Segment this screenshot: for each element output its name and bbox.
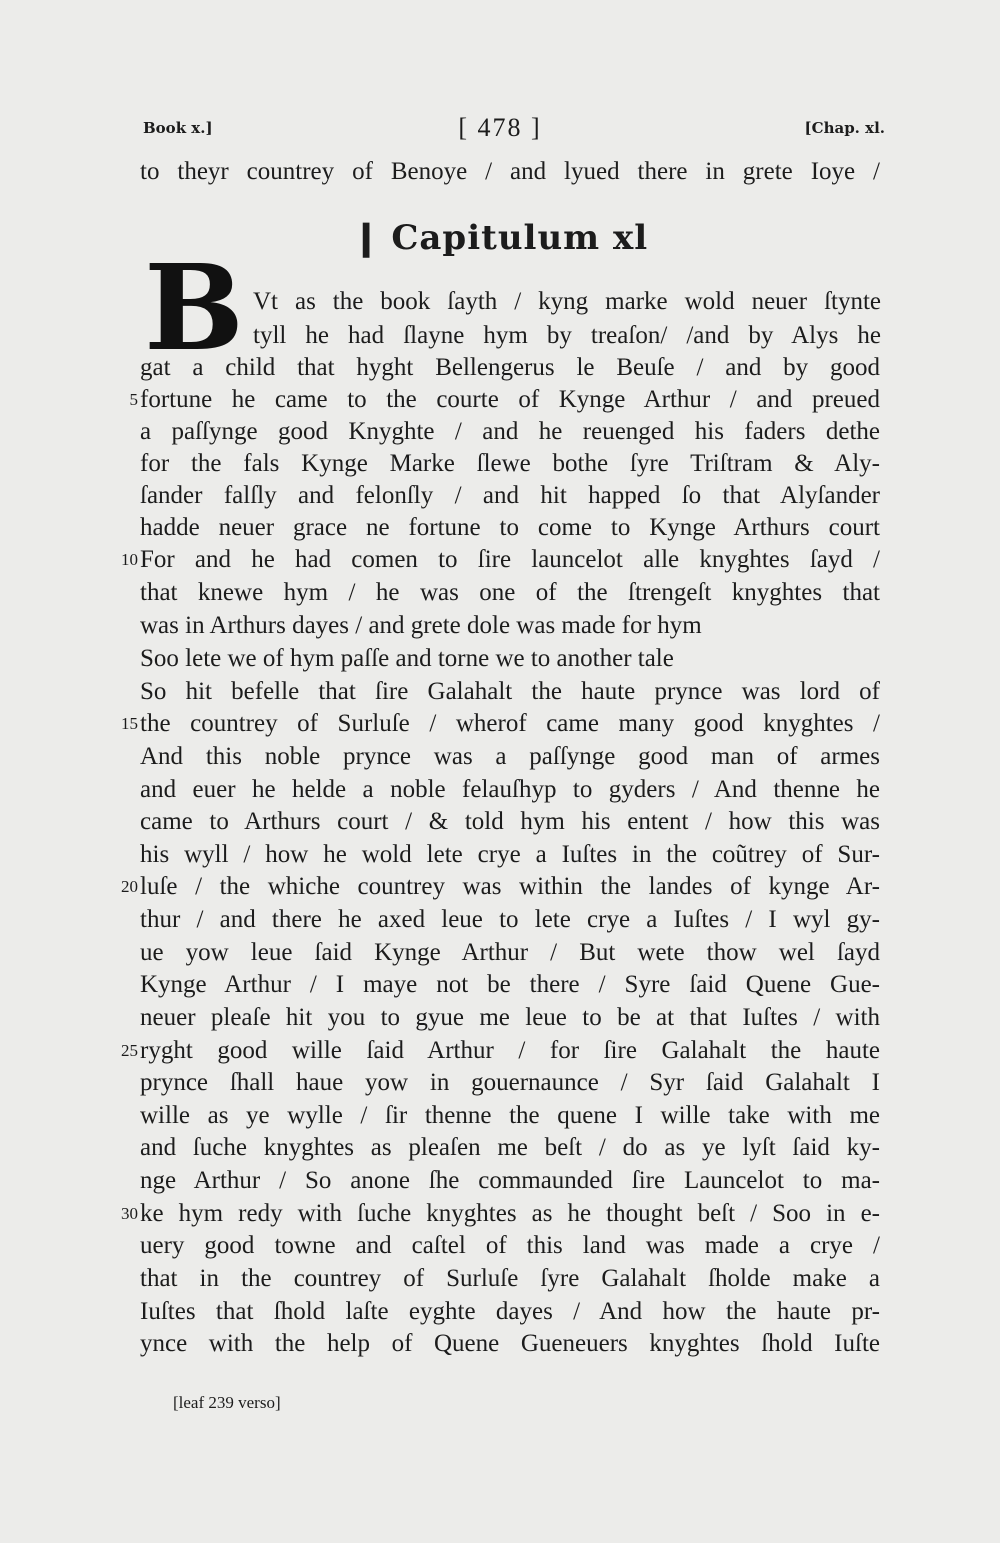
- text-line: hadde neuer grace ne fortune to come to Kynge Arthurs court: [140, 514, 880, 541]
- running-header-book: Book x.]: [143, 119, 213, 137]
- text-line: his wyll / how he wold lete crye a Iuſtes in the coũtrey of Sur-: [140, 841, 880, 868]
- text-line: for the fals Kynge Marke ſlewe bothe ſyre Triſtram & Aly-: [140, 450, 880, 477]
- leaf-reference: [leaf 239 verso]: [173, 1393, 281, 1412]
- text-line: that knewe hym / he was one of the ſtrengeſt knyghtes that: [140, 579, 880, 606]
- text-line: Iuſtes that ſhold laſte eyghte dayes / And how the haute pr-: [140, 1298, 880, 1325]
- text-line: Vt as the book ſayth / kyng marke wold neuer ſtynte: [253, 288, 881, 315]
- text-line: Kynge Arthur / I maye not be there / Syre ſaid Quene Gue-: [140, 971, 880, 998]
- text-line: prynce ſhall haue yow in gouernaunce / Syr ſaid Galahalt I: [140, 1069, 880, 1096]
- text-line: ynce with the help of Quene Gueneuers knyghtes ſhold Iuſte: [140, 1330, 880, 1357]
- text-line: uery good towne and caſtel of this land was made a crye /: [140, 1232, 880, 1259]
- chapter-title: Capitulum xl: [391, 218, 649, 258]
- page-number: [ 478 ]: [458, 113, 542, 142]
- text-line: fortune he came to the courte of Kynge Arthur / and preued: [140, 386, 880, 413]
- text-line: was in Arthurs dayes / and grete dole was made for hym: [140, 612, 702, 639]
- drop-cap: B: [144, 238, 244, 377]
- text-line: thur / and there he axed leue to lete crye a Iuſtes / I wyl gy-: [140, 906, 880, 933]
- text-line: a paſſynge good Knyghte / and he reuenged his faders dethe: [140, 418, 880, 445]
- text-line: ke hym redy with ſuche knyghtes as he thought beſt / Soo in e-: [140, 1200, 880, 1227]
- text-line: ſander falſly and felonſly / and hit happed ſo that Alyſander: [140, 482, 880, 509]
- text-line: So hit befelle that ſire Galahalt the haute prynce was lord of: [140, 678, 880, 705]
- pilcrow-icon: ❙: [351, 218, 382, 258]
- text-line: Soo lete we of hym paſſe and torne we to another tale: [140, 645, 674, 672]
- text-line: that in the countrey of Surluſe ſyre Galahalt ſholde make a: [140, 1265, 880, 1292]
- text-line-top: to theyr countrey of Benoye / and lyued there in grete Ioye /: [140, 158, 880, 185]
- text-line: came to Arthurs court / & told hym his entent / how this was: [140, 808, 880, 835]
- line-number: 15: [121, 714, 138, 733]
- line-number: 30: [121, 1204, 138, 1223]
- text-line: And this noble prynce was a paſſynge good man of armes: [140, 743, 880, 770]
- text-line: and euer he helde a noble felauſhyp to gyders / And thenne he: [140, 776, 880, 803]
- text-line: ue yow leue ſaid Kynge Arthur / But wete thow wel ſayd: [140, 939, 880, 966]
- text-line: and ſuche knyghtes as pleaſen me beſt / do as ye lyſt ſaid ky-: [140, 1134, 880, 1161]
- running-header-chapter: [Chap. xl.: [804, 119, 885, 137]
- text-line: ryght good wille ſaid Arthur / for ſire Galahalt the haute: [140, 1037, 880, 1064]
- line-number: 10: [121, 550, 138, 569]
- text-line: gat a child that hyght Bellengerus le Beuſe / and by good: [140, 354, 880, 381]
- line-number: 25: [121, 1041, 138, 1060]
- text-line: luſe / the whiche countrey was within the landes of kynge Ar-: [140, 873, 880, 900]
- line-number: 5: [129, 390, 138, 409]
- line-number: 20: [121, 877, 138, 896]
- text-line: tyll he had ſlayne hym by treaſon/ /and by Alys he: [253, 322, 881, 349]
- text-line: wille as ye wylle / ſir thenne the quene I wille take with me: [140, 1102, 880, 1129]
- text-line: the countrey of Surluſe / wherof came many good knyghtes /: [140, 710, 880, 737]
- text-line: neuer pleaſe hit you to gyue me leue to be at that Iuſtes / with: [140, 1004, 880, 1031]
- text-line: nge Arthur / So anone ſhe commaunded ſire Launcelot to ma-: [140, 1167, 880, 1194]
- text-line: For and he had comen to ſire launcelot alle knyghtes ſayd /: [140, 546, 880, 573]
